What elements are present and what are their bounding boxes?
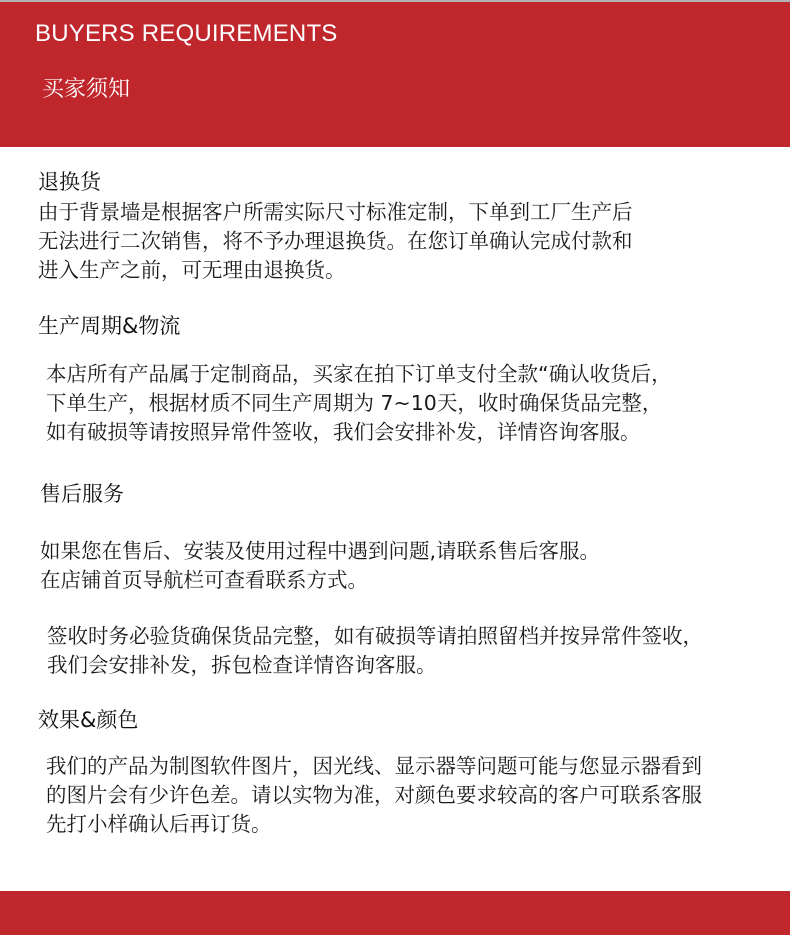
text-line: 先打小样确认后再订货。 (46, 812, 272, 836)
text-line: 由于背景墙是根据客户所需实际尺寸标准定制，下单到工厂生产后 (38, 200, 633, 224)
section-heading-color: 效果&颜色 (38, 708, 139, 732)
section-heading-production: 生产周期&物流 (38, 314, 181, 338)
text-line: 进入生产之前，可无理由退换货。 (38, 258, 346, 282)
header-title-zh: 买家须知 (42, 77, 131, 102)
section-heading-returns: 退换货 (38, 170, 101, 194)
section-text-aftersales-1 (40, 537, 600, 595)
text-line: 在店铺首页导航栏可查看联系方式。 (40, 568, 368, 592)
section-text-production (46, 360, 672, 447)
header-banner (0, 0, 790, 147)
section-text-color (46, 752, 702, 839)
text-line: 我们会安排补发，拆包检查详情咨询客服。 (47, 653, 437, 677)
text-line: 的图片会有少许色差。请以实物为准，对颜色要求较高的客户可联系客服 (46, 783, 702, 807)
footer-bar (0, 891, 790, 935)
section-text-aftersales-2 (47, 622, 703, 680)
text-line: 下单生产，根据材质不同生产周期为 7~10天，收时确保货品完整， (46, 391, 663, 415)
section-text-returns (38, 198, 633, 285)
text-line: 本店所有产品属于定制商品，买家在拍下订单支付全款“确认收货后， (46, 362, 672, 386)
text-line: 如果您在售后、安装及使用过程中遇到问题,请联系售后客服。 (40, 539, 601, 563)
text-line: 无法进行二次销售，将不予办理退换货。在您订单确认完成付款和 (38, 229, 633, 253)
text-line: 如有破损等请按照异常件签收，我们会安排补发，详情咨询客服。 (46, 420, 641, 444)
text-line: 我们的产品为制图软件图片，因光线、显示器等问题可能与您显示器看到 (46, 754, 702, 778)
text-line: 签收时务必验货确保货品完整，如有破损等请拍照留档并按异常件签收， (47, 624, 703, 648)
header-title-en: BUYERS REQUIREMENTS (35, 20, 338, 47)
section-heading-aftersales: 售后服务 (40, 482, 124, 506)
